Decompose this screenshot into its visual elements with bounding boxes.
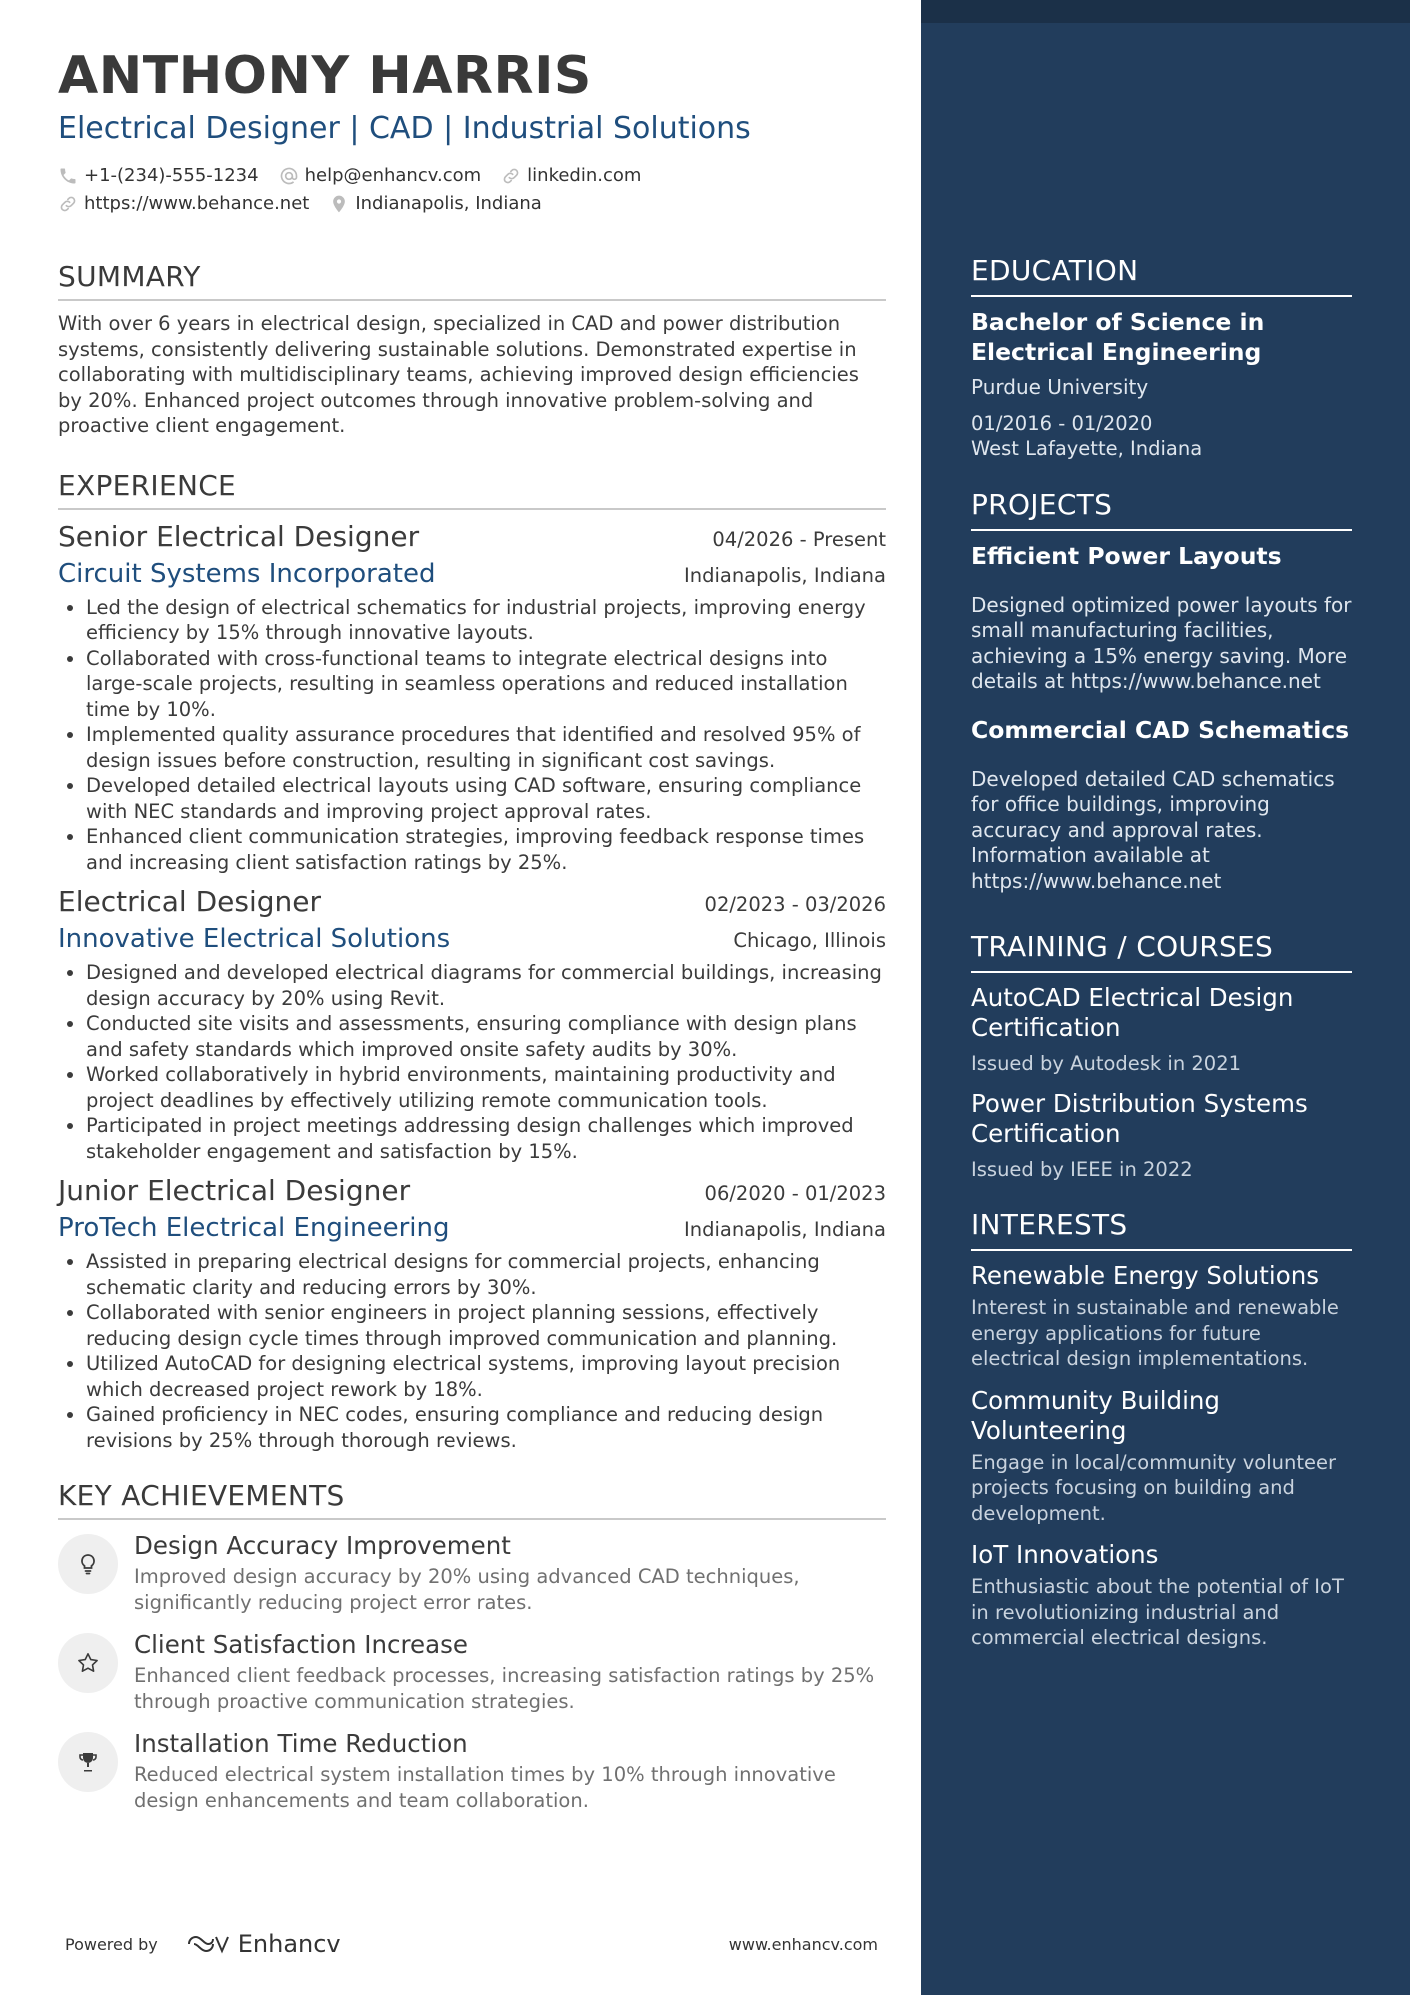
project-title: Efficient Power Layouts <box>971 541 1282 570</box>
education-degree: Bachelor of Science in Electrical Engineering <box>971 308 1265 366</box>
lightbulb-icon <box>58 1534 118 1594</box>
divider <box>971 295 1352 297</box>
job-entry <box>58 885 886 1164</box>
education-dates: 01/2016 - 01/2020 <box>971 411 1153 435</box>
sidebar-top-bar <box>921 0 1410 23</box>
achievement-desc: Enhanced client feedback processes, increasing satisfaction ratings by 25% through proactive communication strategies. <box>134 1664 875 1713</box>
interest-desc: Engage in local/community volunteer projects focusing on building and development. <box>971 1450 1336 1525</box>
job-company: Circuit Systems Incorporated <box>58 558 436 589</box>
job-location: Chicago, Illinois <box>733 929 886 952</box>
job-title: Senior Electrical Designer <box>58 519 420 553</box>
divider <box>971 529 1352 531</box>
achievement-desc: Improved design accuracy by 20% using advanced CAD techniques, significantly reducing project error rates. <box>134 1565 800 1614</box>
job-entry <box>58 520 886 876</box>
training-item-issuer: Issued by Autodesk in 2021 <box>971 1052 1242 1075</box>
at-icon <box>279 166 299 186</box>
divider <box>58 508 886 510</box>
job-title: Junior Electrical Designer <box>58 1174 411 1207</box>
divider <box>971 1249 1352 1251</box>
interest-desc: Interest in sustainable and renewable energy applications for future electrical design implementations. <box>971 1296 1339 1370</box>
job-entry <box>58 1174 886 1453</box>
enhancv-logo[interactable]: Enhancv <box>186 1930 341 1958</box>
interest-title: IoT Innovations <box>971 1540 1159 1569</box>
achievement-item <box>58 1629 886 1714</box>
divider <box>58 1518 886 1520</box>
headline: Electrical Designer | CAD | Industrial Solutions <box>58 111 751 146</box>
achievement-item <box>58 1530 886 1615</box>
education-school: Purdue University <box>971 375 1149 399</box>
summary-text: With over 6 years in electrical design, specialized in CAD and power distribution systems, consistently delivering sustainable solutions. Demonstrated expertise in collaborating with multidisciplinary teams, achieving improved design efficiencies by 20%. Enhanced project outcomes through innovative problem-solving and proactive client engagement. <box>58 312 859 437</box>
bullet-item: • Collaborated with cross-functional teams to integrate electrical designs into large-scale projects, resulting in seamless operations and reduced installation time by 10%. <box>86 646 886 723</box>
bullet-item: • Utilized AutoCAD for designing electrical systems, improving layout precision which decreased project rework by 18%. <box>86 1351 886 1402</box>
summary-title: SUMMARY <box>58 260 201 293</box>
link-icon <box>501 166 521 186</box>
link-icon <box>58 194 78 214</box>
job-dates: 02/2023 - 03/2026 <box>704 893 886 916</box>
bullet-item: • Led the design of electrical schematics for industrial projects, improving energy efficiency by 15% through innovative layouts. <box>86 595 886 646</box>
job-company: Innovative Electrical Solutions <box>58 924 451 954</box>
job-location: Indianapolis, Indiana <box>683 1218 886 1241</box>
sidebar <box>921 0 1410 1995</box>
footer-site-link[interactable]: www.enhancv.com <box>728 1934 878 1954</box>
trophy-icon <box>58 1732 118 1792</box>
bullet-item: • Assisted in preparing electrical designs for commercial projects, enhancing schematic clarity and reducing errors by 30%. <box>86 1249 886 1300</box>
achievements-title: KEY ACHIEVEMENTS <box>58 1479 345 1512</box>
bullet-item: • Implemented quality assurance procedures that identified and resolved 95% of design issues before construction, resulting in significant cost savings. <box>86 722 886 773</box>
training-item-issuer: Issued by IEEE in 2022 <box>971 1157 1193 1181</box>
contact-phone[interactable]: +1-(234)-555-1234 <box>58 162 259 190</box>
contact-website[interactable]: https://www.behance.net <box>58 190 309 218</box>
divider <box>58 299 886 301</box>
training-title: TRAINING / COURSES <box>971 930 1274 963</box>
project-desc: Designed optimized power layouts for small manufacturing facilities, achieving a 15% energy saving. More details at https://www.behance.net <box>971 592 1352 693</box>
contact-linkedin[interactable]: linkedin.com <box>501 162 641 190</box>
contact-info <box>58 162 886 218</box>
job-bullets <box>58 595 886 876</box>
project-title: Commercial CAD Schematics <box>971 715 1350 744</box>
phone-icon <box>58 166 78 186</box>
candidate-name: ANTHONY HARRIS <box>58 46 592 106</box>
education-title: EDUCATION <box>971 254 1139 287</box>
job-bullets <box>58 960 886 1164</box>
achievement-desc: Reduced electrical system installation times by 10% through innovative design enhancements and team collaboration. <box>134 1763 836 1812</box>
bullet-item: • Developed detailed electrical layouts using CAD software, ensuring compliance with NEC standards and improving project approval rates. <box>86 773 886 824</box>
interest-title: Community Building Volunteering <box>971 1385 1220 1445</box>
contact-location: Indianapolis, Indiana <box>329 190 542 218</box>
enhancv-logo-icon <box>186 1932 232 1956</box>
job-bullets <box>58 1249 886 1453</box>
projects-title: PROJECTS <box>971 487 1113 521</box>
star-icon <box>58 1633 118 1693</box>
achievement-title: Design Accuracy Improvement <box>134 1531 511 1560</box>
location-pin-icon <box>329 194 349 214</box>
experience-title: EXPERIENCE <box>58 468 237 502</box>
project-desc: Developed detailed CAD schematics for office buildings, improving accuracy and approval rates. Information available at https://www.behance.net <box>971 766 1335 893</box>
training-item-title: AutoCAD Electrical Design Certification <box>971 983 1294 1042</box>
bullet-item: • Designed and developed electrical diagrams for commercial buildings, increasing design accuracy by 20% using Revit. <box>86 960 886 1011</box>
job-dates: 04/2026 - Present <box>712 527 886 551</box>
bullet-item: • Gained proficiency in NEC codes, ensuring compliance and reducing design revisions by 25% through thorough reviews. <box>86 1402 886 1453</box>
bullet-item: • Collaborated with senior engineers in project planning sessions, effectively reducing design cycle times through improved communication and planning. <box>86 1300 886 1351</box>
achievement-title: Client Satisfaction Increase <box>134 1630 468 1659</box>
interest-desc: Enthusiastic about the potential of IoT in revolutionizing industrial and commercial electrical designs. <box>971 1575 1344 1649</box>
bullet-item: • Enhanced client communication strategies, improving feedback response times and increasing client satisfaction ratings by 25%. <box>86 824 886 875</box>
job-company: ProTech Electrical Engineering <box>58 1213 450 1243</box>
interest-title: Renewable Energy Solutions <box>971 1261 1320 1290</box>
achievement-item <box>58 1728 886 1813</box>
job-dates: 06/2020 - 01/2023 <box>704 1182 886 1205</box>
job-title: Electrical Designer <box>58 885 322 918</box>
divider <box>971 971 1352 973</box>
bullet-item: • Worked collaboratively in hybrid environments, maintaining productivity and project deadlines by effectively utilizing remote communication tools. <box>86 1062 886 1113</box>
interests-title: INTERESTS <box>971 1208 1128 1241</box>
achievement-title: Installation Time Reduction <box>134 1729 468 1758</box>
footer <box>65 1930 878 1958</box>
bullet-item: • Participated in project meetings addressing design challenges which improved stakeholder engagement and satisfaction by 15%. <box>86 1113 886 1164</box>
powered-by: Powered by Enhancv <box>65 1930 341 1958</box>
training-item-title: Power Distribution Systems Certification <box>971 1088 1308 1148</box>
education-location: West Lafayette, Indiana <box>971 437 1203 460</box>
job-location: Indianapolis, Indiana <box>683 563 886 587</box>
bullet-item: • Conducted site visits and assessments, ensuring compliance with design plans and safety standards which improved onsite safety audits by 30%. <box>86 1011 886 1062</box>
contact-email[interactable]: help@enhancv.com <box>279 162 482 190</box>
